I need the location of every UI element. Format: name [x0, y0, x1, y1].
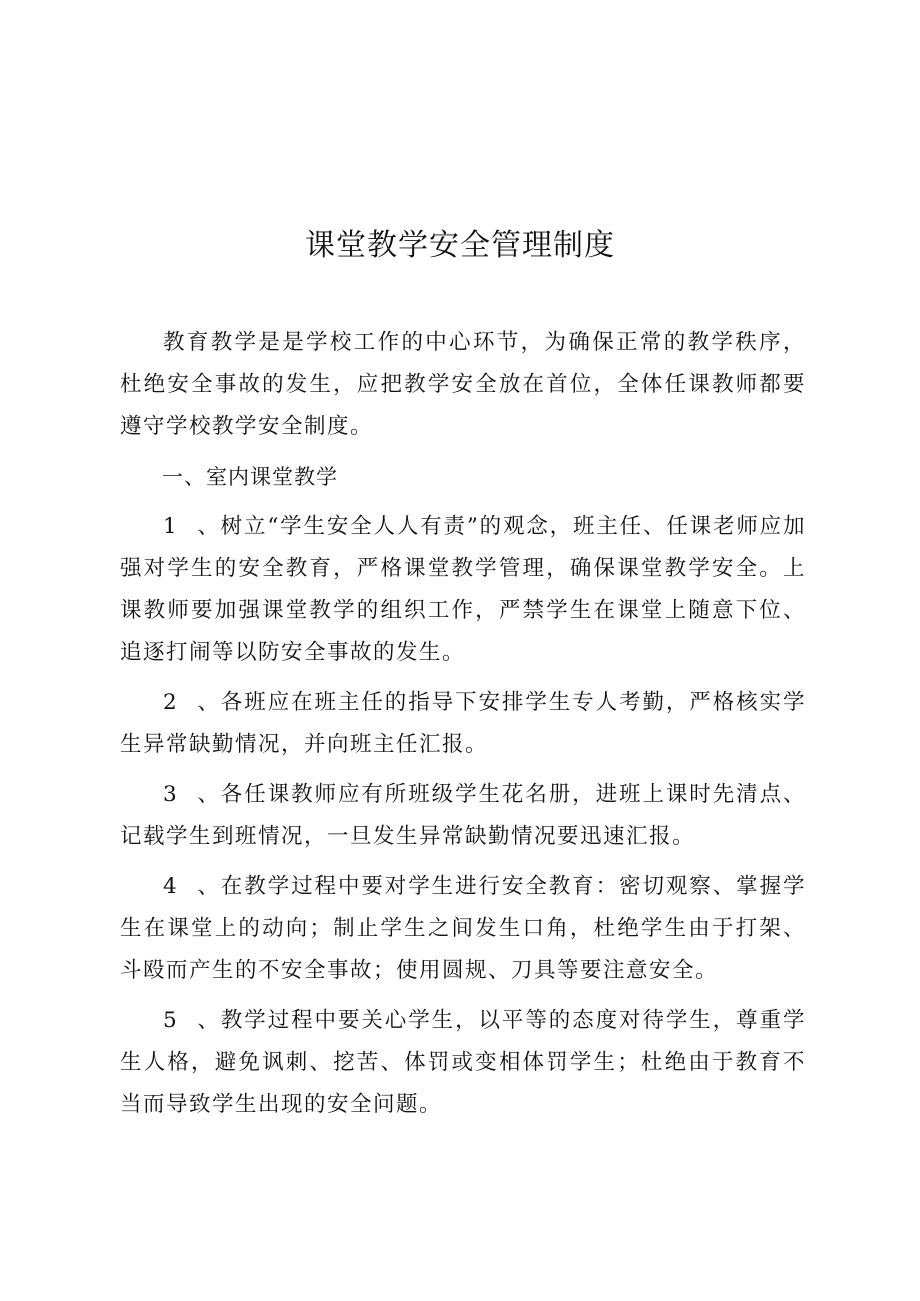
item-number: 3: [163, 782, 179, 807]
item-text: 、在教学过程中要对学生进行安全教育：密切观察、掌握学生在课堂上的动向；制止学生之间发生口角，杜绝学生由于打架、斗殴而产生的不安全事故；使用圆规、刀具等要注意安全。: [120, 874, 806, 983]
item-number: 5: [163, 1008, 179, 1033]
section-heading-indoor-teaching: 一、室内课堂教学: [162, 465, 338, 489]
item-text: 、教学过程中要关心学生，以平等的态度对待学生，尊重学生人格，避免讽刺、挖苦、体罚或变相体罚学生；杜绝由于教育不当而导致学生出现的安全问题。: [120, 1008, 806, 1117]
intro-paragraph: 教育教学是是学校工作的中心环节，为确保正常的教学秩序，杜绝安全事故的发生，应把教学安全放在首位，全体任课教师都要遵守学校教学安全制度。: [120, 330, 806, 439]
document-body: [120, 322, 806, 1134]
item-number: 1: [163, 514, 179, 539]
list-item-3: [120, 774, 806, 858]
item-text: 、树立“学生安全人人有责”的观念，班主任、任课老师应加强对学生的安全教育，严格课堂教学管理，确保课堂教学安全。上课教师要加强课堂教学的组织工作，严禁学生在课堂上随意下位、追逐打闹等以防安全事故的发生。: [120, 514, 806, 665]
item-text: 、各任课教师应有所班级学生花名册，进班上课时先清点、记载学生到班情况，一旦发生异常缺勤情况要迅速汇报。: [120, 782, 806, 849]
item-number: 2: [163, 690, 179, 715]
list-item-1: [120, 506, 806, 674]
document-title: 课堂教学安全管理制度: [305, 228, 615, 263]
list-item-4: [120, 866, 806, 992]
list-item-5: [120, 1000, 806, 1126]
item-number: 4: [163, 874, 179, 899]
item-text: 、各班应在班主任的指导下安排学生专人考勤，严格核实学生异常缺勤情况，并向班主任汇报。: [120, 690, 806, 757]
list-item-2: [120, 682, 806, 766]
